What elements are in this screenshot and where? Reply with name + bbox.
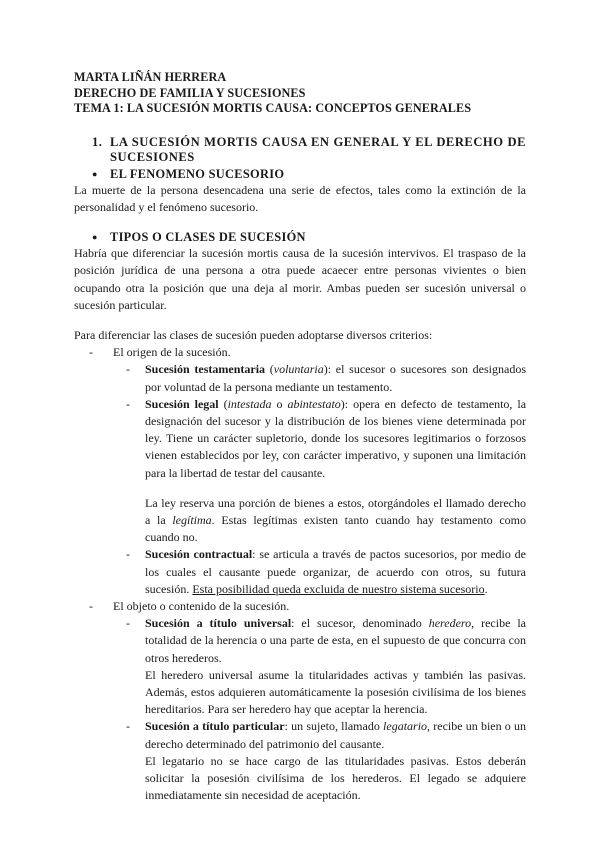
subheading-fenomeno — [74, 166, 526, 182]
list-item-origen — [74, 344, 526, 361]
topic-title: TEMA 1: LA SUCESIÓN MORTIS CAUSA: CONCEPTOS GENERALES — [74, 101, 472, 115]
term-legitima: legítima — [172, 512, 212, 527]
underlined-note: Esta posibilidad queda excluida de nuestro sistema sucesorio — [192, 581, 485, 596]
sublist-item-testamentaria — [74, 361, 526, 395]
paragraph-criteria: Para diferenciar las clases de sucesión pueden adoptarse diversos criterios: — [74, 327, 433, 342]
sublist-item-text — [145, 361, 526, 395]
sublist-item-contractual — [74, 546, 526, 598]
sublist-item-text — [145, 718, 526, 752]
term-intestada: intestada — [227, 396, 272, 411]
subheading-tipos — [74, 229, 526, 245]
term-legal: Sucesión legal — [145, 396, 219, 411]
term-heredero: heredero — [428, 616, 472, 631]
term-contractual: Sucesión contractual — [145, 547, 253, 562]
paragraph-universal-extra: El heredero universal asume la titularidades activas y también las pasivas. Además, estos adquieren automáticamente la posesión civilísima de los bienes hereditarios. Para ser heredero hay que aceptar la herencia. — [145, 667, 526, 717]
sublist-item-text — [145, 615, 526, 667]
term-legatario: legatario — [383, 719, 428, 734]
list-item-label: El origen de la sucesión. — [113, 345, 231, 360]
list-item-label: El objeto o contenido de la sucesión. — [113, 598, 290, 613]
dash-marker: - — [126, 396, 130, 411]
term-particular: Sucesión a título particular — [145, 719, 285, 734]
term-testamentaria: Sucesión testamentaria — [145, 362, 266, 377]
sublist-item-text — [145, 396, 526, 482]
text-fragment: , recibe la totalidad de la herencia o una parte de esta, en el supuesto de que concurra con otros herederos. — [145, 616, 526, 665]
text-fragment: ( — [265, 362, 274, 377]
dash-marker: - — [126, 616, 130, 631]
author-name: MARTA LIÑÁN HERRERA — [74, 70, 227, 84]
text-fragment: . Estas legítimas existen tanto cuando hay testamento como cuando no. — [145, 512, 526, 545]
subheading-title: EL FENOMENO SUCESORIO — [110, 166, 285, 181]
document-header — [74, 70, 526, 117]
paragraph-fenomeno: La muerte de la persona desencadena una serie de efectos, tales como la extinción de la personalidad y el fenómeno sucesorio. — [74, 182, 526, 214]
text-fragment: o — [271, 396, 288, 411]
section-title: LA SUCESIÓN MORTIS CAUSA EN GENERAL Y EL DERECHO DE SUCESIONES — [110, 134, 526, 165]
text-fragment: , recibe un bien o un derecho determinado del patrimonio del causante. — [145, 719, 526, 751]
text-fragment: ): opera en defecto de testamento, la designación del sucesor y la distribución de los bienes viene determinada por ley. Tiene un carácter supletorio, donde los sucesores legitimarios o forzosos vienen establecidos por ley, con carácter imperativo, y suponen una limitación para la libertad de testar del causante. — [145, 396, 527, 480]
sublist-item-text: Sucesión contractual: se articula a través de pactos sucesorios, por medio de los cuales el causante puede organizar, de acuerdo con otros, su futura sucesión. Esta posibilidad queda excluida de nuestro sistema sucesorio. — [145, 547, 526, 596]
sublist-item-universal — [74, 615, 526, 667]
term-voluntaria: voluntaria — [273, 362, 324, 377]
bullet-icon: ● — [92, 168, 98, 179]
term-abintestato: abintestato — [287, 396, 341, 411]
paragraph-tipos: Habría que diferenciar la sucesión mortis causa de la sucesión intervivos. El traspaso de la posición jurídica de una persona a otra puede acaecer entre personas vivientes o bien ocupando otra la posición que una deja al morir. Ambas pueden ser sucesión universal o sucesión particular. — [74, 246, 526, 312]
dash-marker: - — [126, 362, 130, 377]
text-fragment: ): el sucesor o sucesores son designados por voluntad de la persona mediante un testamento. — [145, 362, 526, 394]
course-title: DERECHO DE FAMILIA Y SUCESIONES — [74, 85, 306, 100]
section-heading — [74, 135, 526, 166]
paragraph-legitima — [74, 495, 526, 547]
text-fragment: ( — [218, 396, 228, 411]
section-number: 1. — [92, 134, 103, 149]
term-universal: Sucesión a título universal — [145, 616, 292, 631]
text-fragment: : un sujeto, llamado — [284, 719, 384, 734]
text-fragment: : se articula a través de pactos sucesorios, por medio de los cuales el causante puede organizar, de acuerdo con otros, su futura sucesión. — [145, 547, 526, 596]
dash-marker: - — [89, 598, 93, 613]
text-fragment: La ley reserva una porción de bienes a estos, otorgándoles el llamado derecho a la — [145, 495, 526, 527]
bullet-icon: ● — [92, 232, 98, 243]
dash-marker: - — [89, 345, 93, 360]
document-page — [74, 70, 526, 804]
sublist-item-particular — [74, 718, 526, 752]
dash-marker: - — [126, 719, 130, 734]
subheading-title: TIPOS O CLASES DE SUCESIÓN — [110, 230, 306, 245]
list-item-objeto — [74, 598, 526, 615]
sublist-item-legal — [74, 396, 526, 482]
paragraph-particular-extra: El legatario no se hace cargo de las titularidades pasivas. Estos deberán solicitar la posesión civilísima de los herederos. El legado se adquiere inmediatamente sin necesidad de aceptación. — [145, 753, 526, 803]
dash-marker: - — [126, 547, 130, 562]
text-fragment: : el sucesor, denominado — [291, 616, 429, 631]
